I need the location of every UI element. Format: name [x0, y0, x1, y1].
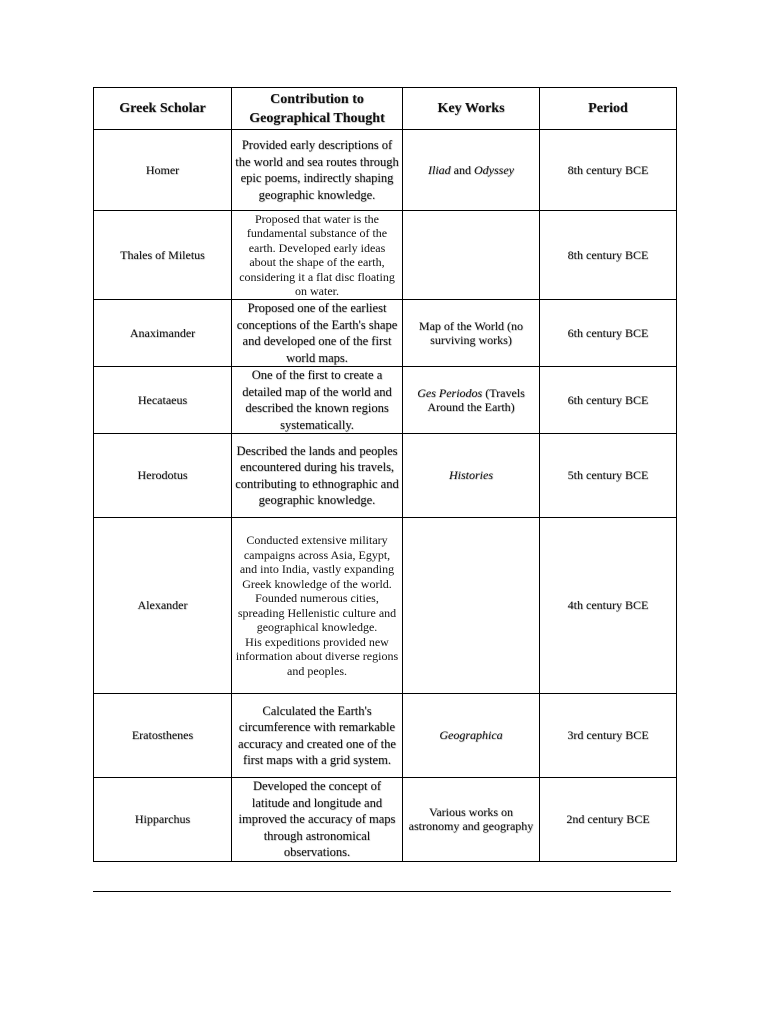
period-cell: 3rd century BCE — [540, 694, 677, 778]
period-cell: 8th century BCE — [540, 211, 677, 300]
scholar-cell: Thales of Miletus — [94, 211, 232, 300]
key-works-cell — [403, 518, 540, 694]
scholar-cell: Eratosthenes — [94, 694, 232, 778]
signature-rule-line — [93, 891, 671, 892]
contribution-cell: Calculated the Earth's circumference with remarkable accuracy and created one of the first maps with a grid system. — [232, 694, 403, 778]
key-works-cell: Ges Periodos (Travels Around the Earth) — [403, 367, 540, 434]
table-row — [94, 211, 677, 300]
scholar-cell: Hecataeus — [94, 367, 232, 434]
period-cell: 6th century BCE — [540, 300, 677, 367]
header-key-works: Key Works — [403, 88, 540, 130]
key-works-cell: Various works on astronomy and geography — [403, 778, 540, 862]
scholar-cell: Anaximander — [94, 300, 232, 367]
key-works-cell: Geographica — [403, 694, 540, 778]
header-contribution: Contribution to Geographical Thought — [232, 88, 403, 130]
contribution-cell: Described the lands and peoples encountered during his travels, contributing to ethnographic and geographic knowledge. — [232, 434, 403, 518]
table-header-row — [94, 88, 677, 130]
scholar-cell: Hipparchus — [94, 778, 232, 862]
table-row — [94, 367, 677, 434]
scholar-cell: Homer — [94, 130, 232, 211]
key-works-cell: Iliad and Odyssey — [403, 130, 540, 211]
contribution-cell: Provided early descriptions of the world and sea routes through epic poems, indirectly shaping geographic knowledge. — [232, 130, 403, 211]
table-row — [94, 130, 677, 211]
period-cell: 5th century BCE — [540, 434, 677, 518]
key-works-cell: Histories — [403, 434, 540, 518]
table-row — [94, 300, 677, 367]
header-greek-scholar: Greek Scholar — [94, 88, 232, 130]
header-period: Period — [540, 88, 677, 130]
period-cell: 2nd century BCE — [540, 778, 677, 862]
contribution-cell: Developed the concept of latitude and longitude and improved the accuracy of maps through astronomical observations. — [232, 778, 403, 862]
contribution-cell: One of the first to create a detailed map of the world and described the known regions systematically. — [232, 367, 403, 434]
table-row — [94, 434, 677, 518]
scholar-cell: Alexander — [94, 518, 232, 694]
scholars-table — [93, 87, 677, 862]
scholar-cell: Herodotus — [94, 434, 232, 518]
key-works-cell: Map of the World (no surviving works) — [403, 300, 540, 367]
period-cell: 6th century BCE — [540, 367, 677, 434]
contribution-cell: Conducted extensive military campaigns across Asia, Egypt, and into India, vastly expanding Greek knowledge of the world. Founded numerous cities, spreading Hellenistic culture and geographical knowledge. His expeditions provided new information about diverse regions and peoples. — [232, 518, 403, 694]
table-row — [94, 518, 677, 694]
key-works-cell — [403, 211, 540, 300]
contribution-cell: Proposed that water is the fundamental substance of the earth. Developed early ideas about the shape of the earth, considering it a flat disc floating on water. — [232, 211, 403, 300]
table-row — [94, 694, 677, 778]
period-cell: 8th century BCE — [540, 130, 677, 211]
contribution-cell: Proposed one of the earliest conceptions of the Earth's shape and developed one of the first world maps. — [232, 300, 403, 367]
table-row — [94, 778, 677, 862]
period-cell: 4th century BCE — [540, 518, 677, 694]
